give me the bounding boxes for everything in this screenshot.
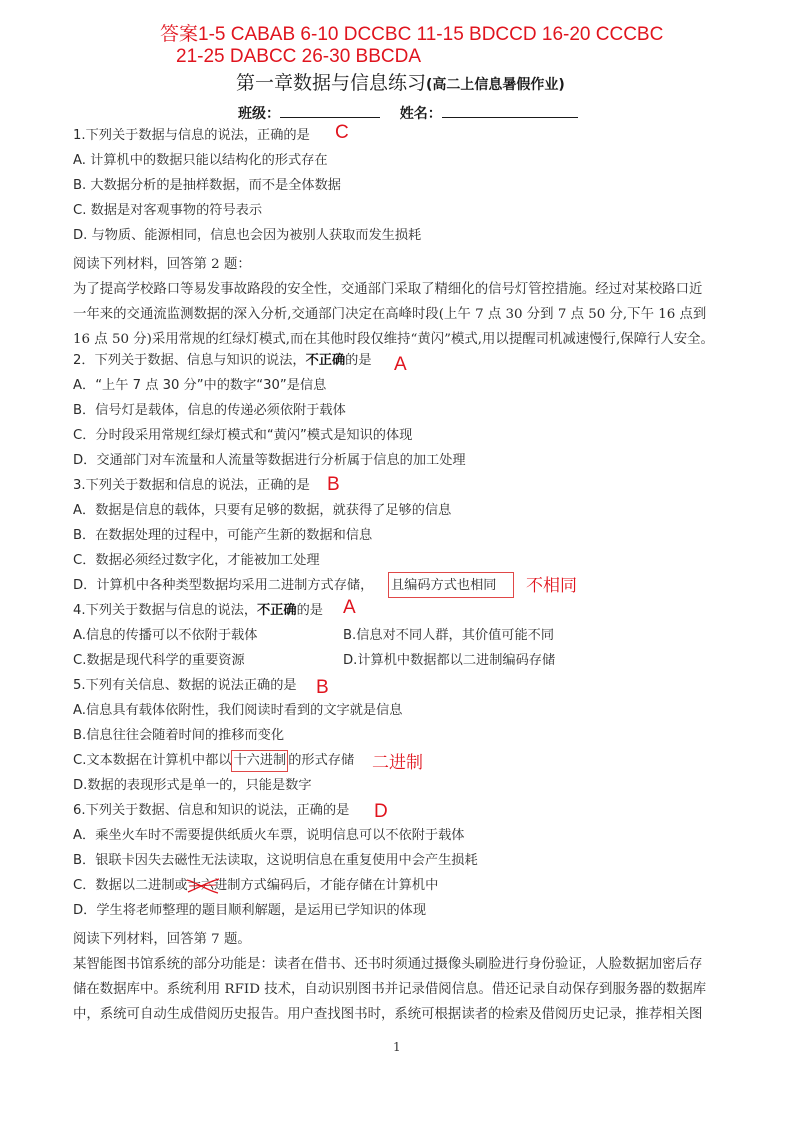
q6-option-c-struck — [188, 878, 214, 894]
question-3-stem: 3.下列关于数据和信息的说法，正确的是 — [73, 478, 310, 493]
question-4-stem — [73, 603, 323, 619]
q2-stem-emphasis: 不正确 — [305, 353, 346, 368]
page-title — [236, 68, 565, 95]
reading-q7-line-2: 储在数据库中。系统利用 RFID 技术，自动识别图书并记录借阅信息。借还记录自动保存到服务器的数据库 — [73, 982, 707, 997]
q2-option-c: C．分时段采用常规红绿灯模式和“黄闪”模式是知识的体现 — [73, 428, 413, 443]
q3-option-d-boxed-text: 且编码方式也相同 — [391, 578, 497, 593]
q4-option-b: B.信息对不同人群，其价值可能不同 — [343, 628, 555, 643]
reading-intro-q2: 阅读下列材料，回答第 2 题： — [73, 257, 251, 272]
q6-option-b: B．银联卡因失去磁性无法读取，这说明信息在重复使用中会产生损耗 — [73, 853, 478, 868]
q4-stem-prefix: 4.下列关于数据与信息的说法， — [73, 603, 258, 618]
q5-option-c-prefix: C.文本数据在计算机中都以 — [73, 753, 232, 768]
q2-option-b: B．信号灯是载体，信息的传递必须依附于载体 — [73, 403, 346, 418]
name-label: 姓名： — [399, 106, 442, 122]
question-1-answer: C — [335, 122, 349, 143]
question-5-stem: 5.下列有关信息、数据的说法正确的是 — [73, 678, 297, 693]
q5-correction-note: 二进制 — [372, 753, 423, 773]
q6-option-c-prefix: C．数据以二进制或 — [73, 878, 188, 893]
q6-option-a: A．乘坐火车时不需要提供纸质火车票，说明信息可以不依附于载体 — [73, 828, 465, 843]
title-main: 第一章数据与信息练习 — [236, 72, 427, 94]
page-number: 1 — [393, 1040, 401, 1054]
reading-q2-line-3: 16 点 50 分)采用常规的红绿灯模式,而在其他时段仅维持“黄闪”模式,用以提醒司机减速慢行,保障行人安全。 — [73, 332, 714, 347]
q5-option-b: B.信息往往会随着时间的推移而变化 — [73, 728, 285, 743]
name-blank[interactable] — [442, 105, 578, 118]
answer-key-line-1: 答案1-5 CABAB 6-10 DCCBC 11-15 BDCCD 16-20 CCCBC — [160, 24, 664, 45]
question-6-stem: 6.下列关于数据、信息和知识的说法，正确的是 — [73, 803, 350, 818]
q2-stem-suffix: 的是 — [345, 353, 372, 368]
q6-option-d: D．学生将老师整理的题目顺利解题，是运用已学知识的体现 — [73, 903, 427, 918]
q3-option-c: C．数据必须经过数字化，才能被加工处理 — [73, 553, 320, 568]
question-2-answer: A — [394, 354, 407, 375]
question-2-stem — [73, 353, 372, 369]
reading-q2-line-1: 为了提高学校路口等易发事故路段的安全性，交通部门采取了精细化的信号灯管控措施。经过对某校路口近 — [73, 282, 703, 297]
q6-option-c-suffix: 进制方式编码后，才能存储在计算机中 — [214, 878, 439, 893]
answer-key-line-2: 21-25 DABCC 26-30 BBCDA — [176, 46, 421, 67]
question-4-answer: A — [343, 597, 356, 618]
class-label: 班级： — [238, 106, 280, 122]
title-subtitle: (高二上信息暑假作业) — [426, 77, 565, 93]
q4-option-d: D.计算机中数据都以二进制编码存储 — [343, 653, 556, 668]
q2-option-d: D．交通部门对车流量和人流量等数据进行分析属于信息的加工处理 — [73, 453, 466, 468]
q4-stem-suffix: 的是 — [296, 603, 323, 618]
q1-option-a: A. 计算机中的数据只能以结构化的形式存在 — [73, 153, 328, 168]
q5-option-c-suffix: 的形式存储 — [288, 753, 355, 768]
question-6-answer: D — [374, 801, 388, 822]
q6-struck-text: 十六 — [187, 878, 215, 893]
q1-option-b: B. 大数据分析的是抽样数据，而不是全体数据 — [73, 178, 341, 193]
q3-correction-note: 不相同 — [526, 576, 577, 596]
q5-option-c — [73, 753, 354, 769]
q5-option-c-boxed-text: 十六进制 — [231, 750, 288, 772]
q4-option-c: C.数据是现代科学的重要资源 — [73, 653, 245, 668]
q5-option-d: D.数据的表现形式是单一的，只能是数字 — [73, 778, 312, 793]
q1-option-c: C. 数据是对客观事物的符号表示 — [73, 203, 263, 218]
question-1-stem: 1.下列关于数据与信息的说法，正确的是 — [73, 128, 310, 143]
q2-option-a: A．“上午 7 点 30 分”中的数字“30”是信息 — [73, 378, 327, 393]
q6-option-c — [73, 878, 438, 894]
reading-q7-line-3: 中，系统可自动生成借阅历史报告。用户查找图书时，系统可根据读者的检索及借阅历史记录，推荐相关图 — [73, 1007, 703, 1022]
q1-option-d: D. 与物质、能源相同，信息也会因为被别人获取而发生损耗 — [73, 228, 422, 243]
q3-option-a: A．数据是信息的载体，只要有足够的数据，就获得了足够的信息 — [73, 503, 452, 518]
reading-q2-line-2: 一年来的交通流监测数据的深入分析,交通部门决定在高峰时段(上午 7 点 30 分到 7 点 50 分,下午 16 点到 — [73, 307, 707, 322]
q3-option-b: B．在数据处理的过程中，可能产生新的数据和信息 — [73, 528, 373, 543]
q5-option-a: A.信息具有载体依附性，我们阅读时看到的文字就是信息 — [73, 703, 403, 718]
class-blank[interactable] — [280, 105, 380, 118]
q4-stem-emphasis: 不正确 — [257, 603, 297, 618]
q2-stem-prefix: 2．下列关于数据、信息与知识的说法， — [73, 353, 306, 368]
question-3-answer: B — [327, 474, 340, 495]
question-5-answer: B — [316, 677, 329, 698]
strikethrough-mark-icon — [186, 876, 220, 896]
student-info-line — [238, 103, 578, 123]
q4-option-a: A.信息的传播可以不依附于载体 — [73, 628, 258, 643]
reading-q7-line-1: 某智能图书馆系统的部分功能是：读者在借书、还书时须通过摄像头刷脸进行身份验证，人脸数据加密后存 — [73, 957, 703, 972]
reading-intro-q7: 阅读下列材料，回答第 7 题。 — [73, 932, 251, 947]
q3-option-d: D．计算机中各种类型数据均采用二进制方式存储， — [73, 578, 374, 593]
